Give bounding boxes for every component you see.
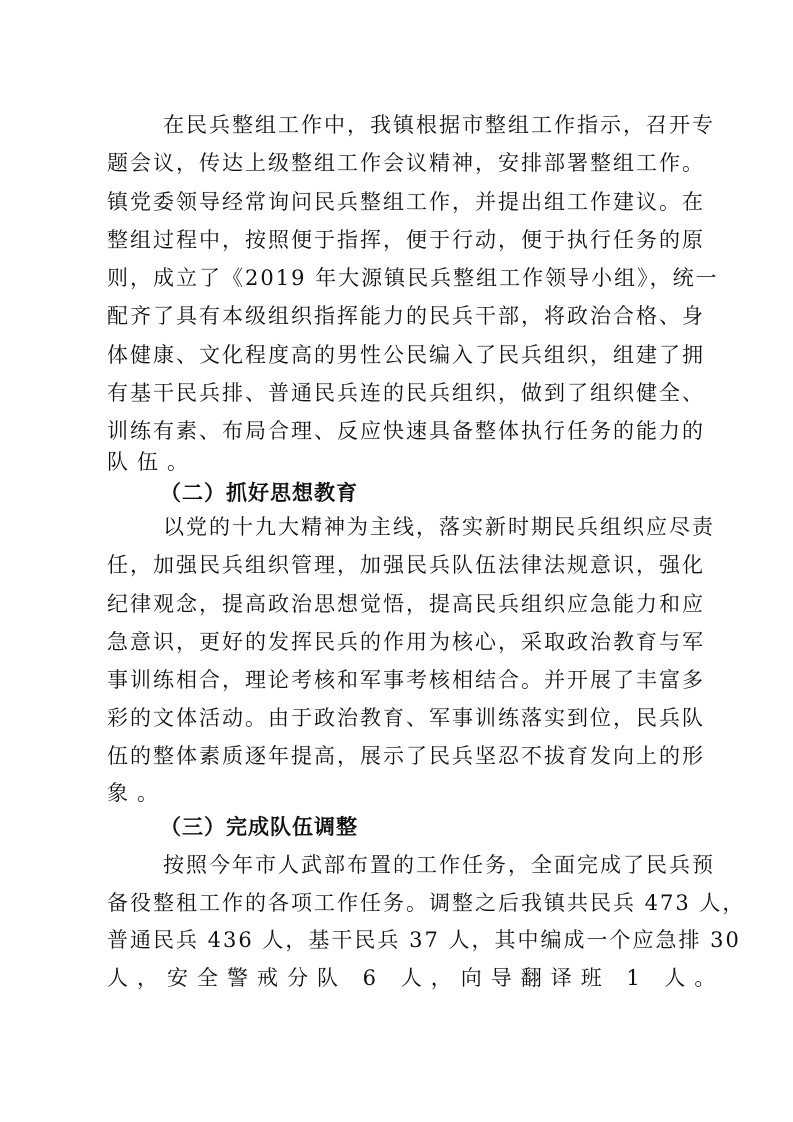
paragraph-line: 象。 [107,781,167,805]
paragraph-line: 伍的整体素质逐年提高，展示了民兵坚忍不拔育发向上的形 [107,744,705,768]
paragraph-line: 则，成立了《2019 年大源镇民兵整组工作领导小组》，统一 [107,266,719,290]
paragraph-line: 人，安全警戒分队 6 人，向导翻译班 1 人。 [107,966,725,990]
section-heading: （三）完成队伍调整 [160,814,358,839]
paragraph-line: 整组过程中，按照便于指挥，便于行动，便于执行任务的原 [107,228,705,252]
paragraph-line: 有基干民兵排、普通民兵连的民兵组织，做到了组织健全、 [107,381,705,405]
paragraph-line: 题会议，传达上级整组工作会议精神，安排部署整组工作。 [107,151,705,175]
paragraph-line: 在民兵整组工作中，我镇根据市整组工作指示，召开专 [163,113,715,137]
paragraph-line: 队伍。 [107,450,197,474]
paragraph-line: 配齐了具有本级组织指挥能力的民兵干部，将政治合格、身 [107,304,705,328]
paragraph-line: 备役整租工作的各项工作任务。调整之后我镇共民兵 473 人， [107,891,746,915]
paragraph-line: 体健康、文化程度高的男性公民编入了民兵组织，组建了拥 [107,343,705,367]
paragraph-line: 以党的十九大精神为主线，落实新时期民兵组织应尽责 [163,515,715,539]
paragraph-line: 训练有素、布局合理、反应快速具备整体执行任务的能力的 [107,419,705,443]
paragraph-line: 纪律观念，提高政治思想觉悟，提高民兵组织应急能力和应 [107,592,705,616]
paragraph-line: 按照今年市人武部布置的工作任务，全面完成了民兵预 [163,853,715,877]
paragraph-line: 事训练相合，理论考核和军事考核相结合。并开展了丰富多 [107,668,705,692]
paragraph-line: 普通民兵 436 人，基干民兵 37 人，其中编成一个应急排 30 [107,928,741,952]
paragraph-line: 彩的文体活动。由于政治教育、军事训练落实到位，民兵队 [107,706,705,730]
paragraph-line: 镇党委领导经常询问民兵整组工作，并提出组工作建议。在 [107,190,705,214]
paragraph-line: 急意识，更好的发挥民兵的作用为核心，采取政治教育与军 [107,630,705,654]
paragraph-line: 任，加强民兵组织管理，加强民兵队伍法律法规意识，强化 [107,553,705,577]
section-heading: （二）抓好思想教育 [160,480,358,505]
